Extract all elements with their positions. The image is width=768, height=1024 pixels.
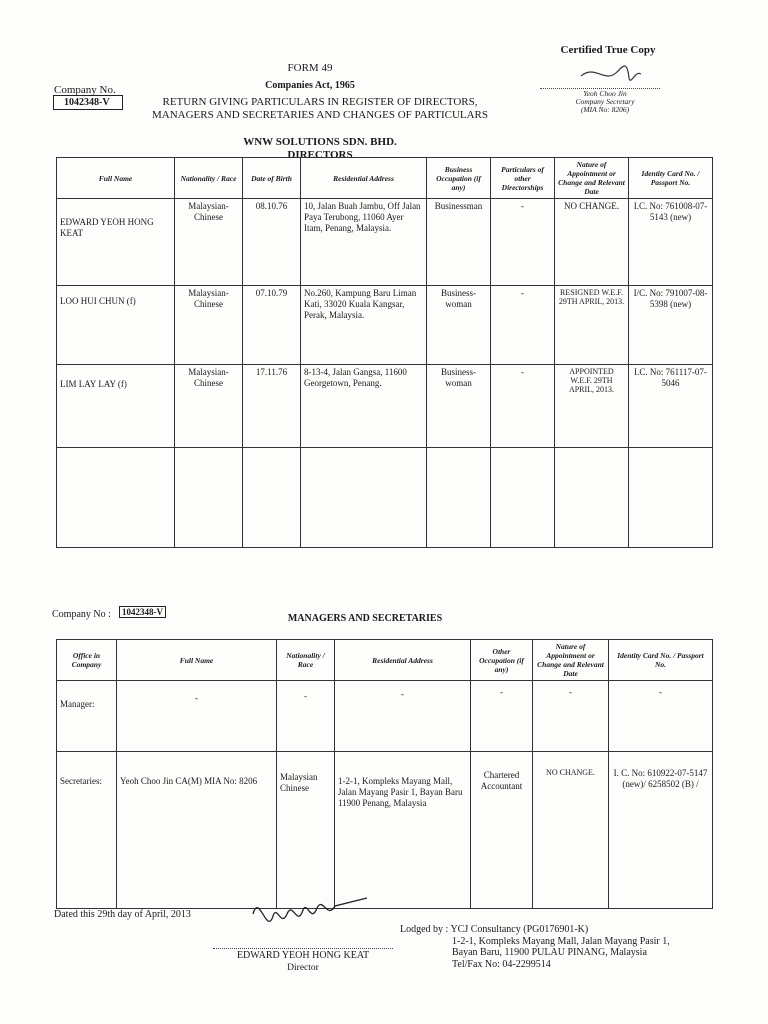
table-row (57, 199, 713, 286)
director-ic: I/C. No: 791007-08-5398 (new) (629, 286, 713, 365)
secretary-occupation: Chartered Accountant (471, 752, 533, 909)
directors-table (56, 157, 713, 548)
director-other: - (491, 286, 555, 365)
return-title (150, 96, 490, 122)
secretary-office: Secretaries: (57, 752, 117, 909)
managers-header-row (57, 640, 713, 681)
secretary-block (555, 90, 655, 114)
director-nature: APPOINTED W.E.F. 29TH APRIL, 2013. (555, 365, 629, 448)
header-dob: Date of Birth (243, 158, 301, 199)
director-occupation: Business-woman (427, 365, 491, 448)
header-address: Residential Address (335, 640, 471, 681)
company-name: WNW SOLUTIONS SDN. BHD. (243, 136, 397, 148)
company-no-box: 1042348-V (53, 95, 123, 110)
header-address: Residential Address (301, 158, 427, 199)
managers-title: MANAGERS AND SECRETARIES (287, 613, 443, 624)
manager-name: - (117, 681, 277, 752)
table-row (57, 752, 713, 909)
lodged-line-4: Tel/Fax No: 04-2299514 (452, 958, 551, 970)
header-ic: Identity Card No. / Passport No. (629, 158, 713, 199)
header-nature: Nature of Appointment or Change and Relevant Date (555, 158, 629, 199)
secretary-nature: NO CHANGE. (533, 752, 609, 909)
directors-title: DIRECTORS (287, 149, 353, 161)
director-ic: I.C. No: 761008-07-5143 (new) (629, 199, 713, 286)
manager-nature: - (533, 681, 609, 752)
director-name: LOO HUI CHUN (f) (57, 286, 175, 365)
secretary-name: Yeoh Choo Jin (583, 89, 627, 98)
director-other: - (491, 199, 555, 286)
manager-ic: - (609, 681, 713, 752)
director-nationality: Malaysian-Chinese (175, 199, 243, 286)
manager-office: Manager: (57, 681, 117, 752)
director-signature-line (213, 948, 393, 949)
director-nature: RESIGNED W.E.F. 29TH APRIL, 2013. (555, 286, 629, 365)
secretary-address: 1-2-1, Kompleks Mayang Mall, Jalan Mayang Pasir 1, Bayan Baru 11900 Penang, Malaysia (335, 752, 471, 909)
director-name: LIM LAY LAY (f) (57, 365, 175, 448)
director-other: - (491, 365, 555, 448)
director-address: 8-13-4, Jalan Gangsa, 11600 Georgetown, Penang. (301, 365, 427, 448)
director-title: Director (287, 963, 319, 973)
manager-occupation: - (471, 681, 533, 752)
form-number: FORM 49 (287, 62, 333, 74)
secretary-full-name: Yeoh Choo Jin CA(M) MIA No: 8206 (117, 752, 277, 909)
director-nationality: Malaysian-Chinese (175, 286, 243, 365)
lodged-by-block (400, 924, 670, 970)
director-dob: 17.11.76 (243, 365, 301, 448)
dated-line: Dated this 29th day of April, 2013 (54, 909, 191, 920)
header-office: Office in Company (57, 640, 117, 681)
director-ic: I.C. No: 761117-07-5046 (629, 365, 713, 448)
director-signature (245, 884, 375, 944)
header-nationality: Nationality / Race (277, 640, 335, 681)
director-name: EDWARD YEOH HONG KEAT (236, 950, 370, 961)
table-row (57, 286, 713, 365)
managers-table (56, 639, 713, 909)
secretary-title: Company Secretary (575, 97, 635, 106)
director-address: 10, Jalan Buah Jambu, Off Jalan Paya Terubong, 11060 Ayer Itam, Penang, Malaysia. (301, 199, 427, 286)
director-address: No.260, Kampung Baru Liman Kati, 33020 Kuala Kangsar, Perak, Malaysia. (301, 286, 427, 365)
header-nationality: Nationality / Race (175, 158, 243, 199)
company-no-label-2: Company No : (52, 609, 111, 620)
secretary-ic: I. C. No: 610922-07-5147 (new)/ 6258502 (B) / (609, 752, 713, 909)
director-dob: 08.10.76 (243, 199, 301, 286)
return-line-1: RETURN GIVING PARTICULARS IN REGISTER OF DIRECTORS, (162, 96, 478, 108)
lodged-line-3: Bayan Baru, 11900 PULAU PINANG, Malaysia (452, 947, 647, 958)
director-occupation: Business-woman (427, 286, 491, 365)
lodged-line-2: 1-2-1, Kompleks Mayang Mall, Jalan Mayang Pasir 1, (452, 935, 670, 947)
directors-header-row (57, 158, 713, 199)
certified-true-copy-stamp: Certified True Copy (560, 44, 656, 56)
director-occupation: Businessman (427, 199, 491, 286)
header-full-name: Full Name (57, 158, 175, 199)
return-line-2: MANAGERS AND SECRETARIES AND CHANGES OF PARTICULARS (151, 109, 489, 121)
director-nationality: Malaysian-Chinese (175, 365, 243, 448)
company-no-box-2: 1042348-V (119, 606, 166, 618)
director-name: EDWARD YEOH HONG KEAT (57, 199, 175, 286)
header-other-directorships: Particulars of other Directorships (491, 158, 555, 199)
header-occupation: Business Occupation (if any) (427, 158, 491, 199)
secretary-mia: (MIA No: 8206) (580, 105, 630, 114)
table-row (57, 681, 713, 752)
header-ic: Identity Card No. / Passport No. (609, 640, 713, 681)
header-full-name: Full Name (117, 640, 277, 681)
manager-nationality: - (277, 681, 335, 752)
secretary-nationality: Malaysian Chinese (277, 752, 335, 909)
table-row (57, 365, 713, 448)
company-no-label: Company No. (54, 84, 116, 96)
table-row-empty (57, 448, 713, 548)
director-nature: NO CHANGE. (555, 199, 629, 286)
lodged-line-1: Lodged by : YCJ Consultancy (PG0176901-K) (400, 924, 589, 935)
header-nature: Nature of Appointment or Change and Relevant Date (533, 640, 609, 681)
secretary-signature (575, 58, 655, 90)
act-title: Companies Act, 1965 (265, 80, 355, 91)
director-dob: 07.10.79 (243, 286, 301, 365)
manager-address: - (335, 681, 471, 752)
header-occupation: Other Occupation (if any) (471, 640, 533, 681)
